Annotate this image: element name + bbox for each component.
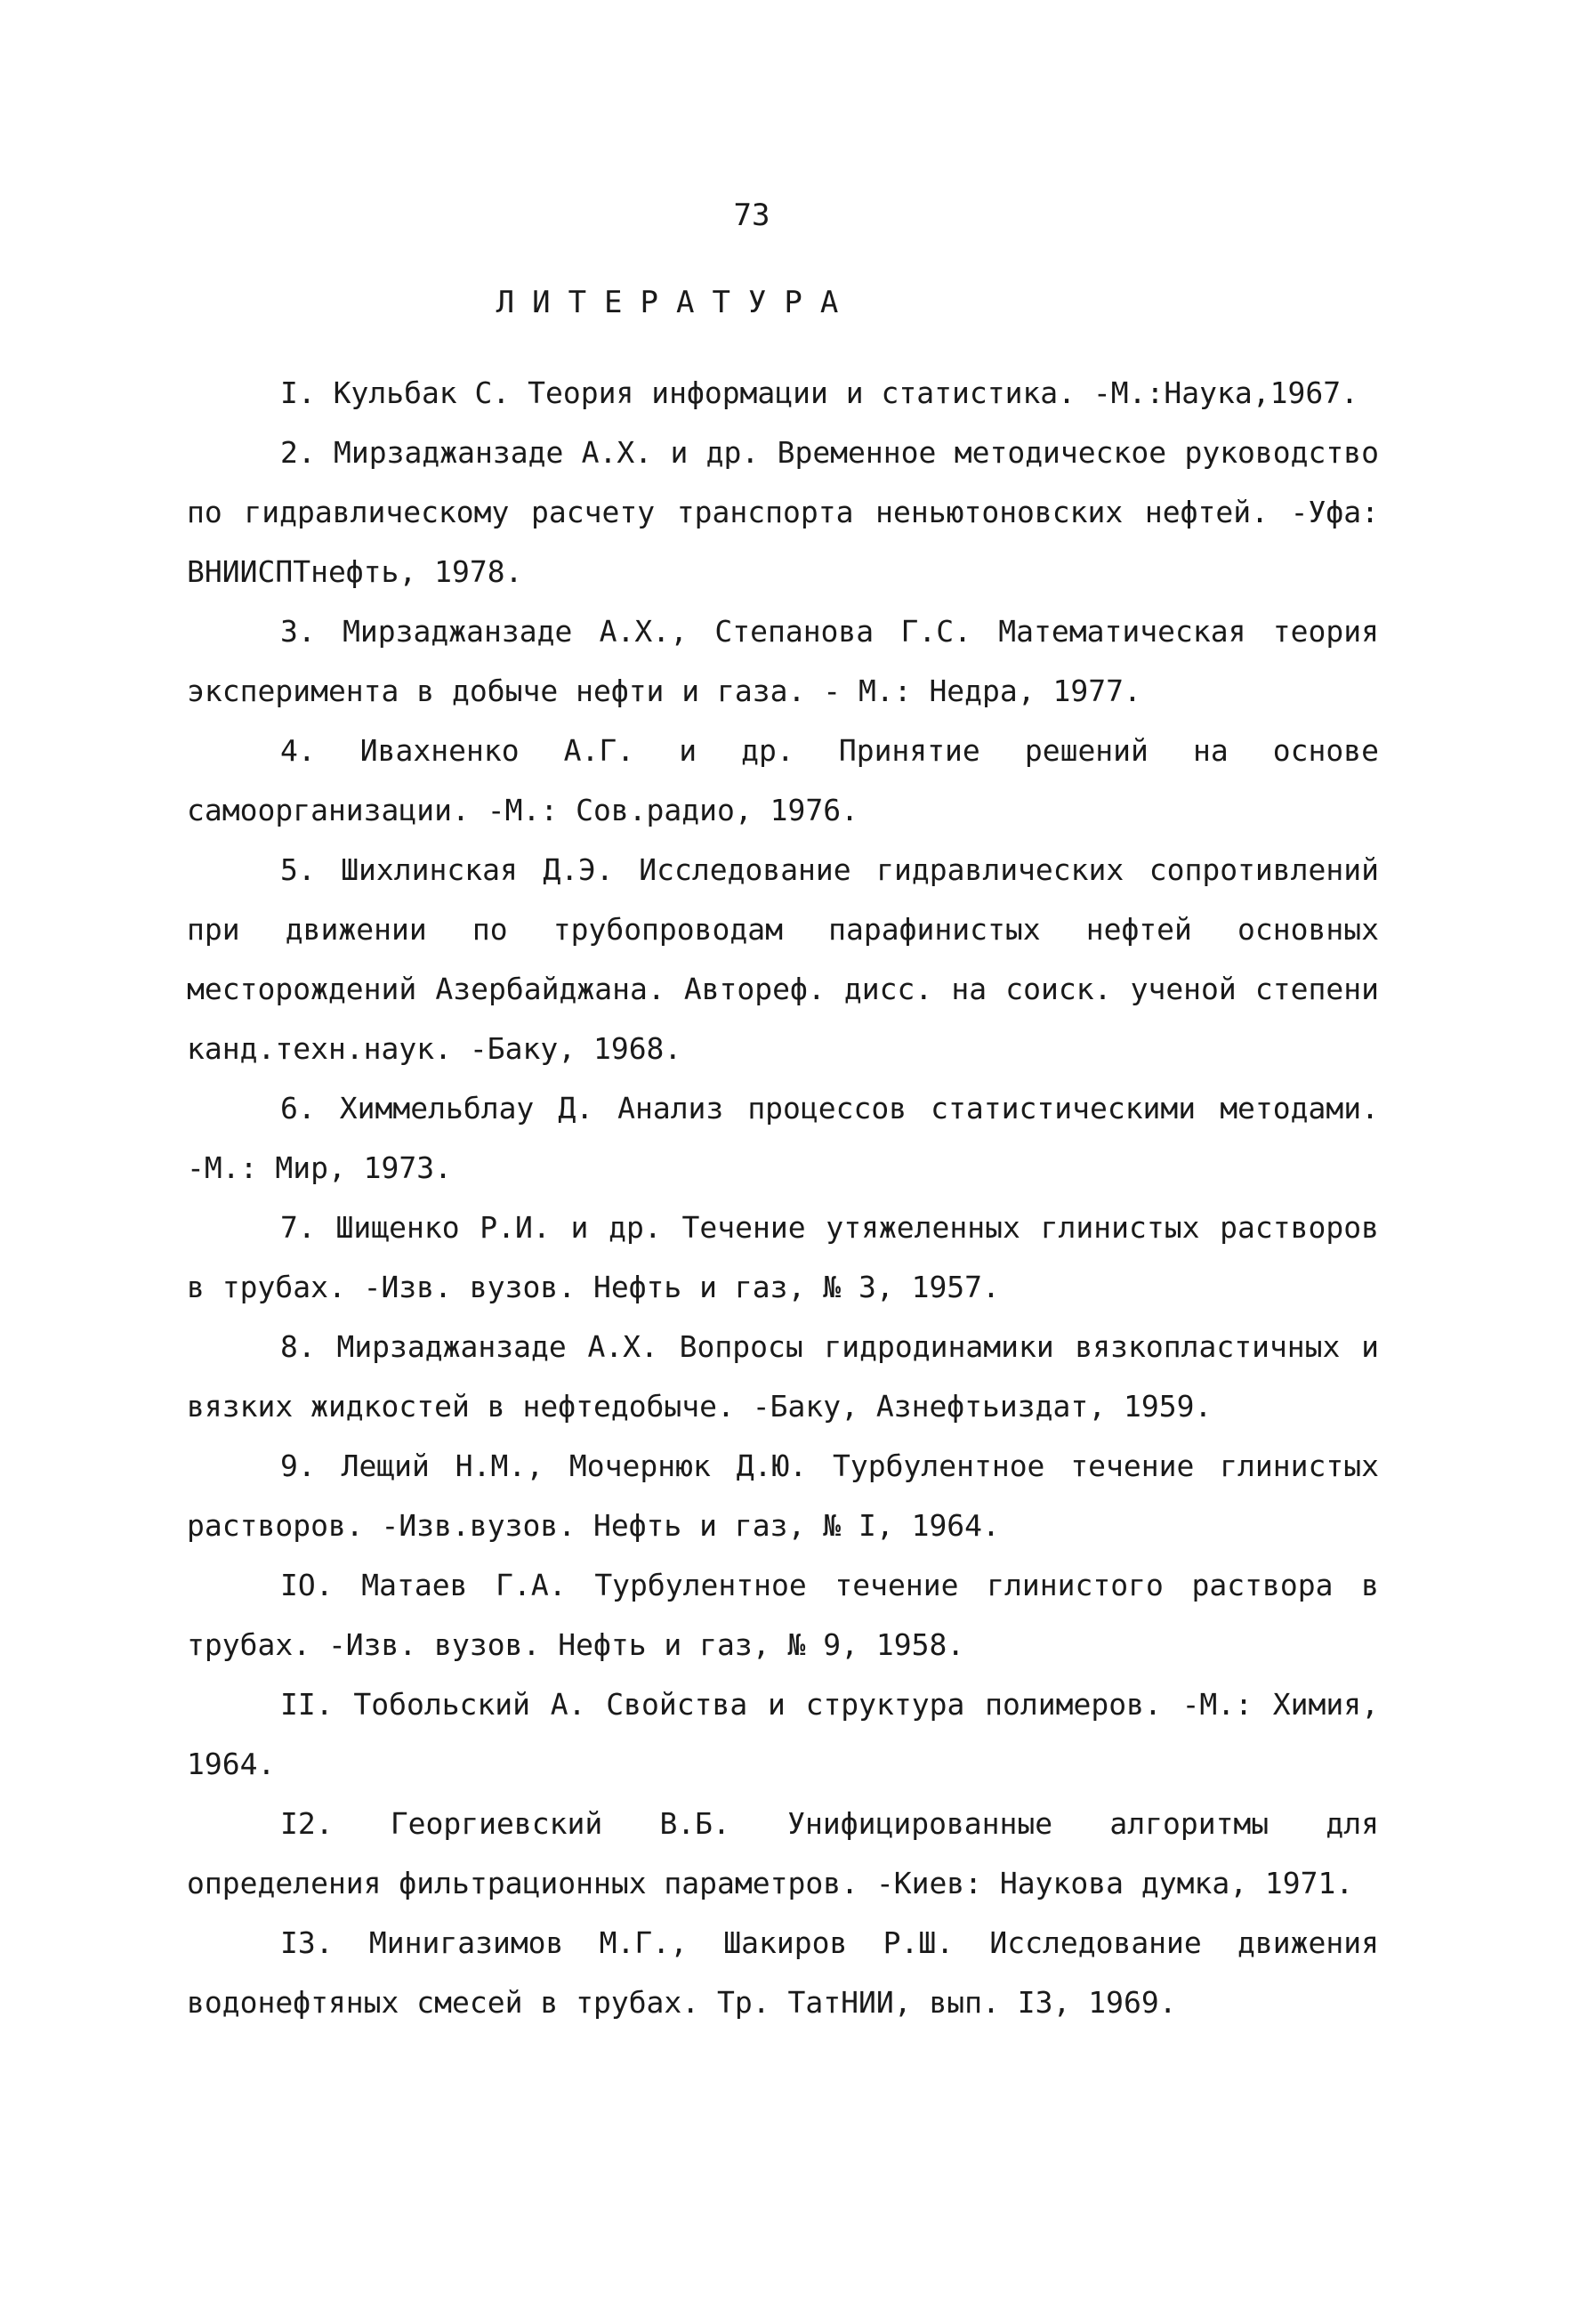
reference-item: I3. Минигазимов М.Г., Шакиров Р.Ш. Исследование движения водонефтяных смесей в трубах. Тр. ТатНИИ, вып. I3, 1969.	[187, 1925, 1379, 2020]
reference-item: 8. Мирзаджанзаде А.Х. Вопросы гидродинамики вязкопластичных и вязких жидкостей в нефтедобыче. -Баку, Азнефтьиздат, 1959.	[187, 1329, 1379, 1424]
reference-item: 5. Шихлинская Д.Э. Исследование гидравлических сопротивлений при движении по трубопроводам парафинистых нефтей основных месторождений Азербайджана. Автореф. дисс. на соиск. ученой степени канд.техн.наук. -Баку, 1968.	[187, 852, 1379, 1066]
page-title: ЛИТЕРАТУРА	[496, 285, 857, 320]
reference-item: 7. Шищенко Р.И. и др. Течение утяжеленных глинистых растворов в трубах. -Изв. вузов. Нефть и газ, № 3, 1957.	[187, 1210, 1379, 1304]
reference-item: I. Кульбак С. Теория информации и статистика. -М.:Наука,1967.	[280, 375, 1358, 410]
reference-item: 2. Мирзаджанзаде А.Х. и др. Временное методическое руководство по гидравлическому расчету транспорта неньютоновских нефтей. -Уфа: ВНИИСПТнефть, 1978.	[187, 435, 1379, 589]
reference-item: 6. Химмельблау Д. Анализ процессов статистическими методами. -М.: Мир, 1973.	[187, 1091, 1379, 1185]
reference-item: 9. Лещий Н.М., Мочернюк Д.Ю. Турбулентное течение глинистых растворов. -Изв.вузов. Нефть и газ, № I, 1964.	[187, 1448, 1379, 1543]
reference-item: 3. Мирзаджанзаде А.Х., Степанова Г.С. Математическая теория эксперимента в добыче нефти и газа. - М.: Недра, 1977.	[187, 614, 1379, 708]
reference-list	[187, 363, 1379, 2032]
reference-item: II. Тобольский А. Свойства и структура полимеров. -М.: Химия, 1964.	[187, 1687, 1379, 1781]
page-number: 73	[733, 198, 770, 233]
reference-item: 4. Ивахненко А.Г. и др. Принятие решений на основе самоорганизации. -М.: Сов.радио, 1976.	[187, 733, 1379, 827]
reference-item: I2. Георгиевский В.Б. Унифицированные алгоритмы для определения фильтрационных параметров. -Киев: Наукова думка, 1971.	[187, 1806, 1379, 1900]
reference-item: IO. Матаев Г.А. Турбулентное течение глинистого раствора в трубах. -Изв. вузов. Нефть и газ, № 9, 1958.	[187, 1568, 1379, 1662]
